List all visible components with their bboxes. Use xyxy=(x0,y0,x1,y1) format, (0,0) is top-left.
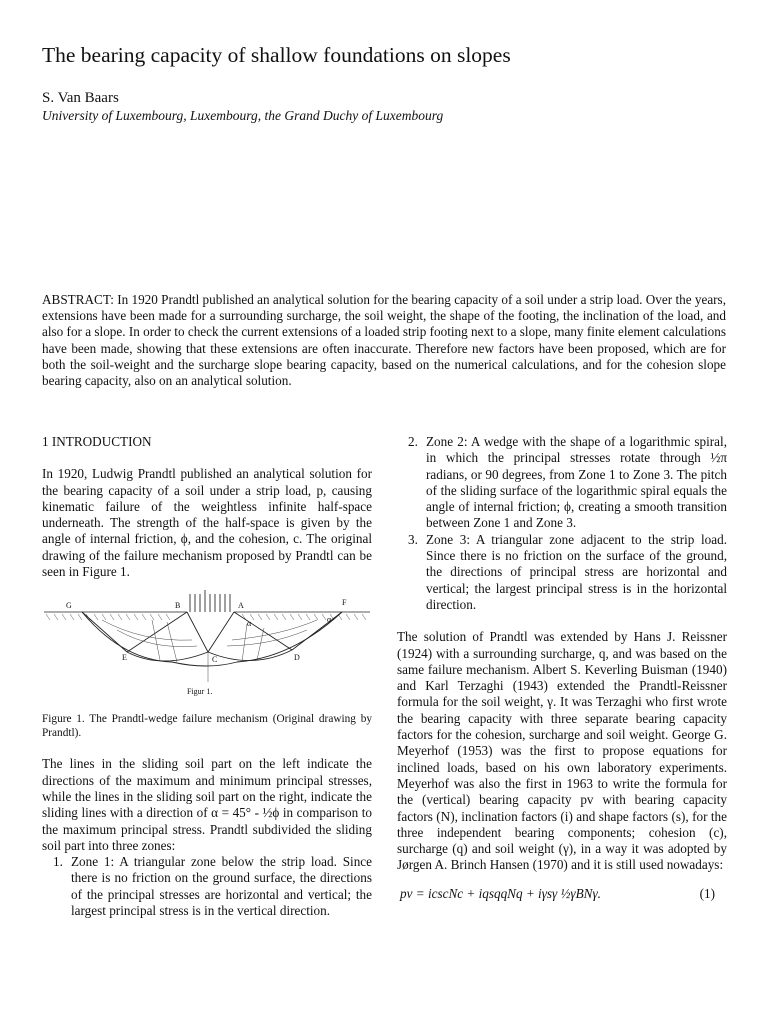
zone-item xyxy=(397,532,727,613)
prandtl-mechanism-drawing xyxy=(42,590,372,700)
figure-point-label: F xyxy=(342,598,347,608)
zone-text: Zone 1: A triangular zone below the strip load. Since there is no friction on the ground surface, the directions of the principal stresses are horizontal and vertical; the largest principal stress is in the vertical direction. xyxy=(71,854,372,919)
author-affiliation: University of Luxembourg, Luxembourg, the Grand Duchy of Luxembourg xyxy=(42,108,444,123)
figure-point-label: C xyxy=(212,655,218,665)
paper-title: The bearing capacity of shallow foundations on slopes xyxy=(42,43,511,67)
zone-list-continued xyxy=(397,434,727,613)
figure-point-label: B xyxy=(175,601,181,611)
zone-item xyxy=(397,434,727,532)
author-name: S. Van Baars xyxy=(42,90,119,106)
equation-row xyxy=(397,884,727,908)
zone-number: 2. xyxy=(408,434,418,449)
zone-list xyxy=(42,854,372,919)
zone-item xyxy=(42,854,372,919)
intro-paragraph-1: In 1920, Ludwig Prandtl published an analytical solution for the bearing capacity of a soil under a strip load, p, causing kinematic failure of the weightless infinite half-space underneath. The strength of the half-space is given by the angle of internal friction, ϕ, and the cohesion, c. The original drawing of the failure mechanism proposed by Prandtl can be seen in Figure 1. xyxy=(42,466,372,580)
intro-paragraph-2: The lines in the sliding soil part on the left indicate the directions of the maximum and minimum principal stresses, while the lines in the sliding soil part on the right, indicate the sliding lines with a direction of α = 45° - ½ϕ in comparison to the maximum principal stress. Prandtl subdivided the sliding soil part into three zones: xyxy=(42,756,372,853)
left-column xyxy=(42,434,372,919)
figure-point-label: D xyxy=(294,653,300,663)
intro-paragraph-3: The solution of Prandtl was extended by Hans J. Reissner (1924) with a surrounding surcharge, q, and was based on the same failure mechanism. Albert S. Keverling Buisman (1940) and Karl Terzaghi (1943) extended the Prandtl-Reissner formula for the soil weight, γ. It was Terzaghi who first wrote the bearing capacity with three separate bearing capacity factors for the cohesion, surcharge and soil weight. George G. Meyerhof (1953) was the first to propose equations for inclined loads, based on his own laboratory experiments. Meyerhof was also the first in 1963 to write the formula for the (vertical) bearing capacity pv with bearing capacity factors (N), inclination factors (i) and shape factors (s), for the three independent bearing components; cohesion (c), surcharge (q) and soil weight (γ), in a way it was adopted by Jørgen A. Brinch Hansen (1970) and it is still used nowadays: xyxy=(397,629,727,873)
figure-point-label: G xyxy=(66,601,72,611)
figure-point-label: E xyxy=(122,653,127,663)
figure-inner-label: Figur 1. xyxy=(187,687,213,697)
zone-text: Zone 3: A triangular zone adjacent to the strip load. Since there is no friction on the surface of the ground, the directions of principal stress are horizontal and vertical; the largest principal stress is in the horizontal direction. xyxy=(426,531,727,612)
bearing-capacity-equation: pv = icscNc + iqsqqNq + iγsγ ½γBNγ. xyxy=(400,885,601,901)
figure-point-label: α xyxy=(247,619,252,629)
section-heading-introduction: 1 INTRODUCTION xyxy=(42,434,152,449)
abstract-paragraph: ABSTRACT: In 1920 Prandtl published an analytical solution for the bearing capacity of a soil under a strip load. Over the years, extensions have been made for a surrounding surcharge, the soil weight, the shape of the footing, the inclination of the load, and also for a slope. In order to check the current extensions of a loaded strip footing next to a slope, many finite element calculations have been made, showing that these extensions are often inaccurate. Therefore new factors have been proposed, which are for both the soil-weight and the surcharge slope bearing capacity, based on the numerical calculations, and for the cohesion slope bearing capacity, also on an analytical solution. xyxy=(42,292,726,389)
figure-caption: Figure 1. The Prandtl-wedge failure mechanism (Original drawing by Prandtl). xyxy=(42,713,372,740)
zone-text: Zone 2: A wedge with the shape of a logarithmic spiral, in which the principal stresses rotate through ½π radians, or 90 degrees, from Zone 1 to Zone 3. The pitch of the sliding surface of the logarithmic spiral equals the angle of internal friction; ϕ, creating a smooth transition between Zone 1 and Zone 3. xyxy=(426,434,727,531)
zone-number: 1. xyxy=(53,854,63,870)
figure-point-label: α xyxy=(327,615,332,625)
figure-point-label: A xyxy=(238,601,244,611)
right-column xyxy=(397,434,727,908)
figure-1 xyxy=(42,590,372,700)
zone-number: 3. xyxy=(408,531,418,547)
equation-number: (1) xyxy=(699,885,715,901)
